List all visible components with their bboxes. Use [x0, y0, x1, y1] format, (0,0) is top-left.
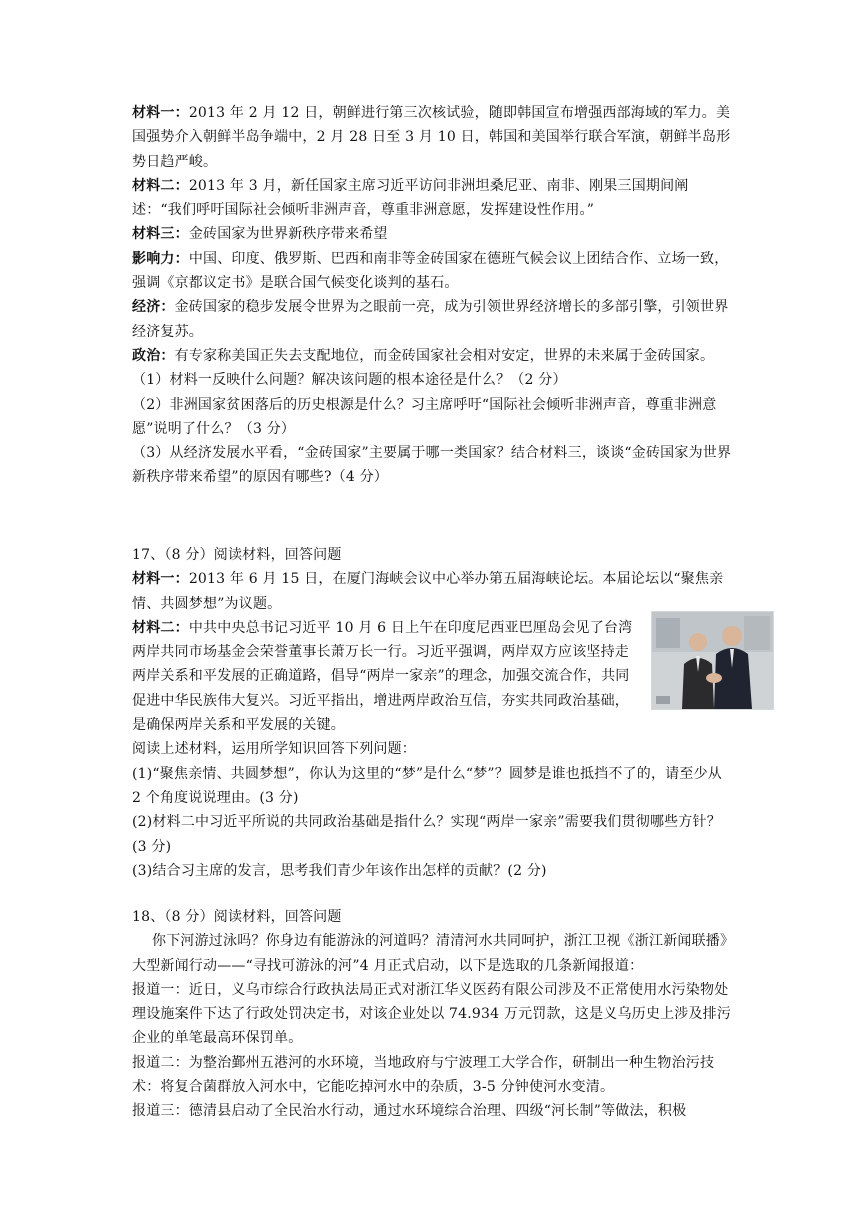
- economy-label: 经济：: [132, 299, 175, 316]
- question-17-2: (2)材料二中习近平所说的共同政治基础是指什么？实现“两岸一家亲”需要我们贯彻哪些方针？(3 分): [132, 814, 721, 855]
- influence-paragraph: [132, 247, 732, 296]
- material-2-label: 材料二：: [132, 177, 189, 194]
- section-18-intro: 你下河游过泳吗？你身边有能游泳的河道吗？清清河水共同呵护，浙江卫视《浙江新闻联播》大型新闻行动——“寻找可游泳的河”4 月正式启动，以下是选取的几条新闻报道：: [132, 933, 728, 974]
- influence-text: 中国、印度、俄罗斯、巴西和南非等金砖国家在德班气候会议上团结合作、立场一致，强调《京都议定书》是联合国气候变化谈判的基石。: [132, 250, 729, 292]
- section-17: [132, 543, 732, 883]
- handshake-photo: [651, 611, 774, 710]
- report-3: 报道三：德清县启动了全民治水行动，通过水环境综合治理、四级“河长制”等做法，积极: [132, 1103, 687, 1120]
- material-2-text: 2013 年 3 月，新任国家主席习近平访问非洲坦桑尼亚、南非、刚果三国期间阐述：“我们呼吁国际社会倾听非洲声音，尊重非洲意愿，发挥建设性作用。”: [132, 177, 689, 219]
- influence-label: 影响力：: [132, 250, 189, 267]
- material-17-2: [132, 616, 640, 737]
- question-16-2: （2）非洲国家贫困落后的历史根源是什么？习主席呼吁“国际社会倾听非洲声音，尊重非洲意愿”说明了什么？（3 分）: [132, 396, 717, 437]
- material-1-label: 材料一：: [132, 105, 189, 121]
- material-1: [132, 101, 732, 174]
- report-1: 报道一：近日，义乌市综合行政执法局正式对浙江华义医药有限公司涉及不正常使用水污染物处理设施案件下达了行政处罚决定书，对该企业处以 74.934 万元罚款，这是义乌历史上涉及排污企业的单笔最高环保罚单。: [132, 981, 732, 1047]
- material-1-text: 2013 年 2 月 12 日，朝鲜进行第三次核试验，随即韩国宣布增强西部海域的军力。美国强势介入朝鲜半岛争端中，2 月 28 日至 3 月 10 日，韩国和美国举行联合军演，朝鲜半岛形势日趋严峻。: [132, 105, 731, 170]
- report-2: 报道二：为整治鄞州五港河的水环境，当地政府与宁波理工大学合作，研制出一种生物治污技术：将复合菌群放入河水中，它能吃掉河水中的杂质，3-5 分钟使河水变清。: [132, 1054, 715, 1096]
- material-3: [132, 222, 732, 246]
- question-16-1: （1）材料一反映什么问题？解决该问题的根本途径是什么？（2 分）: [132, 372, 567, 389]
- politics-text: 有专家称美国正失去支配地位，而金砖国家社会相对安定，世界的未来属于金砖国家。: [174, 347, 715, 364]
- question-16-3: （3）从经济发展水平看，“金砖国家”主要属于哪一类国家？结合材料三，谈谈“金砖国家为世界新秩序带来希望”的原因有哪些?（4 分）: [132, 445, 732, 486]
- section-17-heading: 17、（8 分）阅读材料，回答问题: [132, 547, 342, 563]
- material-3-text: 金砖国家为世界新秩序带来希望: [188, 226, 388, 243]
- section-16: [132, 101, 732, 490]
- economy-text: 金砖国家的稳步发展令世界为之眼前一亮，成为引领世界经济增长的多部引擎，引领世界经济复苏。: [132, 299, 729, 340]
- material-17-1-text: 2013 年 6 月 15 日，在厦门海峡会议中心举办第五届海峡论坛。本届论坛以“聚焦亲情、共圆梦想”为议题。: [132, 571, 724, 612]
- section-17-intro: 阅读上述材料，运用所学知识回答下列问题：: [132, 741, 416, 758]
- section-18: [132, 905, 732, 1124]
- material-17-1: [132, 567, 732, 616]
- material-3-label: 材料三：: [132, 226, 189, 243]
- material-17-1-label: 材料一：: [132, 571, 189, 588]
- politics-paragraph: [132, 344, 732, 368]
- politics-label: 政治：: [132, 347, 175, 364]
- section-18-heading: 18、（8 分）阅读材料，回答问题: [132, 909, 342, 925]
- question-17-1: (1)“聚焦亲情、共圆梦想”，你认为这里的“梦”是什么“梦”？圆梦是谁也抵挡不了的，请至少从 2 个角度说说理由。(3 分): [132, 765, 722, 806]
- material-17-2-text: 中共中央总书记习近平 10 月 6 日上午在印度尼西亚巴厘岛会见了台湾两岸共同市场基金会荣誉董事长萧万长一行。习近平强调，两岸双方应该坚持走两岸关系和平发展的正确道路，倡导“两岸一家亲”的理念，加强交流合作，共同促进中华民族伟大复兴。习近平指出，增进两岸政治互信，夯实共同政治基础，是确保两岸关系和平发展的关键。: [132, 619, 633, 734]
- material-17-2-label: 材料二：: [132, 619, 189, 636]
- question-17-3: (3)结合习主席的发言，思考我们青少年该作出怎样的贡献？(2 分): [132, 862, 547, 879]
- handshake-photo-illustration: [652, 612, 773, 709]
- material-2: [132, 174, 732, 223]
- economy-paragraph: [132, 295, 732, 344]
